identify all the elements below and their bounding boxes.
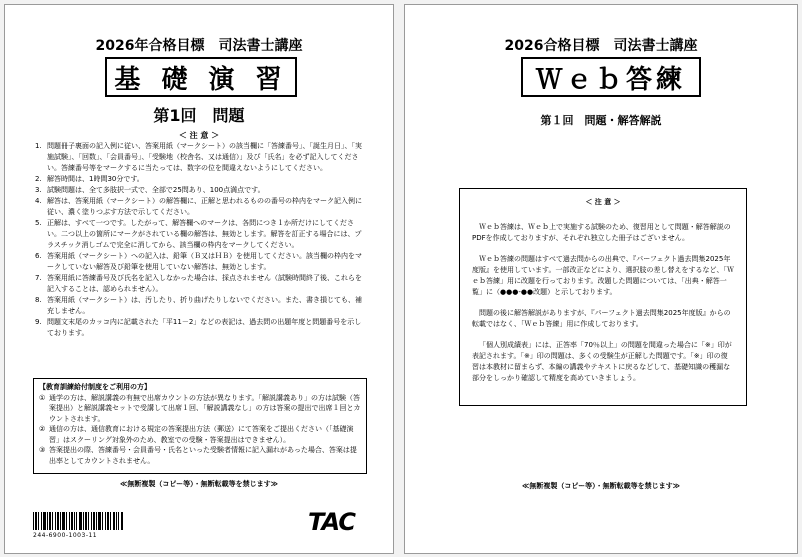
instructions-list (35, 141, 365, 339)
exam-subtitle: 第１回 問題・解答解説 (540, 114, 662, 127)
instruction-item (35, 196, 365, 218)
instruction-text: 答案用紙（マークシート）は、汚したり、折り曲げたりしないでください。また、書き損じても、補充しません。 (47, 296, 362, 315)
education-benefit-item (39, 393, 361, 425)
instruction-number: 1. (35, 142, 42, 150)
instruction-number: 8. (35, 296, 42, 304)
exam-title: Ｗｅｂ答練 (521, 57, 701, 97)
instruction-item (35, 141, 365, 174)
barcode-icon (33, 512, 123, 530)
education-benefit-number: ② (39, 425, 46, 433)
instruction-text: 正解は、すべて一つです。したがって、解答欄へのマークは、各問につき１か所だけにしてください。二つ以上の箇所にマークがされている欄の解答は、無効とします。解答を訂正する場合には、プラスチック消しゴムで完全に消してから、該当欄の枠内をマークしてください。 (47, 219, 362, 249)
instruction-item (35, 185, 365, 196)
notice-paragraph: Ｗｅｂ答練の問題はすべて過去問からの出典で、『パーフェクト過去問集2025年度版』を使用しています。一部改正などにより、選択肢の差し替えをするなど、「Ｗｅｂ答練」用に改題を行っております。改題した問題については、「出典・解答一覧」に（●●●-●●改題）と示しております。 (472, 255, 734, 296)
tac-logo: TAC (308, 508, 355, 536)
instruction-item (35, 174, 365, 185)
education-benefit-item (39, 424, 361, 445)
instruction-text: 解答は、答案用紙（マークシート）の解答欄に、正解と思われるものの番号の枠内をマーク記入例に従い、濃く塗りつぶす方法で示してください。 (47, 197, 362, 216)
education-benefit-number: ③ (39, 446, 46, 454)
barcode-number: 244-6900-1003-11 (33, 532, 98, 539)
caution-heading: ＜ 注 意 ＞ (178, 131, 220, 140)
instruction-text: 問題文末尾のカッコ内に記載された「平11－2」などの表記は、過去問の出題年度と問題番号を示しております。 (47, 318, 362, 337)
instruction-item (35, 295, 365, 317)
education-benefit-box (33, 378, 367, 474)
exam-title: 基 礎 演 習 (105, 57, 297, 97)
instruction-number: 9. (35, 318, 42, 326)
education-benefit-text: 通信の方は、通信教育における規定の答案提出方法（郵送）にて答案をご提出ください（「基礎演習」はスクーリング対象外のため、教室での受験・答案提出はできません）。 (49, 425, 354, 444)
education-benefit-item (39, 445, 361, 466)
exam-cover-right (404, 4, 798, 554)
series-title: 2026合格目標 司法書士講座 (504, 38, 698, 54)
instruction-item (35, 273, 365, 295)
education-benefit-number: ① (39, 393, 46, 402)
notice-paragraph: 問題の後に解答解説がありますが、『パーフェクト過去問集2025年度版』からの転載ではなく、「Ｗｅｂ答練」用に作成しております。 (472, 309, 731, 328)
notice-paragraph: Ｗｅｂ答練は、Ｗｅｂ上で実施する試験のため、復習用として問題・解答解説のPDFを作成しておりますが、それぞれ独立した冊子はございません。 (472, 223, 731, 242)
instruction-number: 3. (35, 186, 42, 194)
instruction-text: 試験問題は、全て多肢択一式で、全部で25問あり、100点満点です。 (47, 186, 265, 194)
copyright-notice: ≪無断複製（コピー等）・無断転載等を禁じます≫ (522, 482, 680, 490)
caution-heading: ＜ 注 意 ＞ (585, 198, 621, 206)
instruction-item (35, 317, 365, 339)
education-benefit-text: 通学の方は、解説講義の有無で出席カウントの方法が異なります。「解説講義あり」の方は試験（答案提出）と解説講義セットで受講して出席１回、「解説講義なし」の方は答案の提出で出席１回とカウントされます。 (49, 393, 361, 423)
instruction-item (35, 218, 365, 251)
notice-paragraph: 「個人別成績表」には、正答率「70％以上」の問題を間違った場合に「※」印が表記されます。「※」印の問題は、多くの受験生が正解した問題です。「※」印の復習は本教材に留まらず、本編の講義やテキストに戻るなどして、基礎知識の穫漏な部分をしっかり確認して精度を高めていきましょう。 (472, 341, 732, 382)
instruction-text: 解答時間は、1時間30分です。 (47, 175, 144, 183)
instruction-text: 答案用紙（マークシート）への記入は、鉛筆（Ｂ又はＨＢ）を使用してください。該当欄の枠内をマークしていない解答及び鉛筆を使用していない解答は、無効とします。 (47, 252, 362, 271)
instruction-item (35, 251, 365, 273)
instruction-text: 答案用紙に答練番号及び氏名を記入しなかった場合は、採点されません（試験時間終了後、これらを記入することは、認められません）。 (47, 274, 362, 293)
web-notice-box (459, 188, 747, 406)
education-benefit-text: 答案提出の際、答練番号・会員番号・氏名といった受験者情報に記入漏れがあった場合、答案は提出率としてカウントされません。 (49, 446, 357, 465)
instruction-number: 7. (35, 274, 42, 282)
instruction-number: 4. (35, 197, 42, 205)
education-benefit-title: 【教育訓練給付制度をご利用の方】 (39, 383, 151, 391)
exam-cover-left (4, 4, 394, 554)
instruction-number: 6. (35, 252, 42, 260)
series-title: 2026年合格目標 司法書士講座 (95, 38, 303, 54)
copyright-notice: ≪無断複製（コピー等）・無断転載等を禁じます≫ (120, 480, 278, 488)
instruction-number: 5. (35, 219, 42, 227)
exam-subtitle: 第1回 問題 (153, 106, 245, 125)
instruction-text: 問題冊子裏面の記入例に従い、答案用紙（マークシート）の該当欄に「答練番号」、「誕生月日」、「実施試験」、「回数」、「会員番号」、「受験地（校舎名、又は通信）」及び「氏名」を必ず記入してください。答練番号等をマークするに当たっては、数字の位を間違えないようにしてください。 (47, 142, 362, 172)
instruction-number: 2. (35, 175, 42, 183)
